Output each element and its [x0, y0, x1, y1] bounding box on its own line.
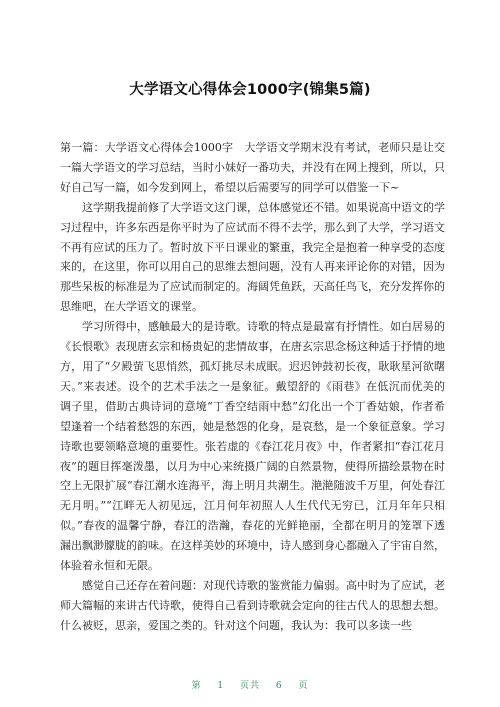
- document-body: [60, 138, 445, 636]
- document-title: 大学语文心得体会1000字(锦集5篇): [129, 82, 371, 98]
- footer-label-ye-gong: 页共: [239, 681, 260, 691]
- footer-label-di: 第: [191, 681, 202, 691]
- paragraph-4: 感觉自己还存在着问题：对现代诗歌的鉴赏能力偏弱。高中时为了应试，老师大篇幅的来讲古代诗歌，使得自己看到诗歌就会定向的往古代人的思想去想。什么被贬，思亲，爱国之类的。针对这个问题，我认为：我可以多读一些: [60, 578, 445, 632]
- paragraph-3: 学习所得中，感触最大的是诗歌。诗歌的特点是最富有抒情性。如白居易的《长恨歌》表现唐玄宗和杨贵妃的悲情故事，在唐玄宗思念杨这种适于抒情的地方，用了“夕殿萤飞思悄然，孤灯挑尽未成眠。迟迟钟鼓初长夜，耿耿星河欲曙天。”来表述。设个的艺术手法之一是象征。戴望舒的《雨巷》在低沉而优美的调子里，借助古典诗词的意境“丁香空结雨中愁”幻化出一个丁香姑娘，作者希望逢着一个结着愁怨的东西，她是愁怨的化身，是哀愁，是一个象征意象。学习诗歌也要领略意境的重要性。张若虚的《春江花月夜》中，作者紧扣“春江花月夜”的题目挥毫泼墨，以月为中心来统摄广阔的自然景物，使得所描绘景物在时空上无限扩展“春江潮水连海平，海上明月共潮生。滟滟随波千万里，何处春江无月明。”“江畔无人初见远，江月何年初照人人生代代无穷已，江月年年只相似。”春夜的温馨宁静，春江的浩瀚，春花的光鲜艳丽，全都在明月的笼罩下透漏出飘渺朦胧的韵味。在这样美妙的环境中，诗人感到身心都融入了宇宙自然，体验着永恒和无限。: [60, 320, 445, 573]
- paragraph-2: 这学期我提前修了大学语文这门课，总体感觉还不错。如果说高中语文的学习过程中，许多东西是你平时为了应试而不得不去学，那么到了大学，学习语文不再有应试的压力了。暂时放下平日课业的繁重，我完全是抱着一种享受的态度来的，在这里，你可以用自己的思维去想问题，没有人再来评论你的对错，因为那些呆板的标准是为了应试而制定的。海阔凭鱼跃，天高任鸟飞，充分发挥你的思维吧，在大学语文的课堂。: [60, 200, 445, 314]
- page-footer: [0, 678, 500, 691]
- footer-page-current: 1: [217, 681, 225, 691]
- paragraph-1: 第一篇：大学语文心得体会1000字 大学语文学期末没有考试，老师只是让交一篇大学语文的学习总结，当时小妹好一番功夫，并没有在网上搜到，所以，只好自己写一篇，如今发到网上，希望以后需要写的同学可以借鉴一下~: [60, 141, 445, 194]
- footer-page-total: 6: [275, 681, 283, 691]
- footer-label-ye: 页: [298, 681, 309, 691]
